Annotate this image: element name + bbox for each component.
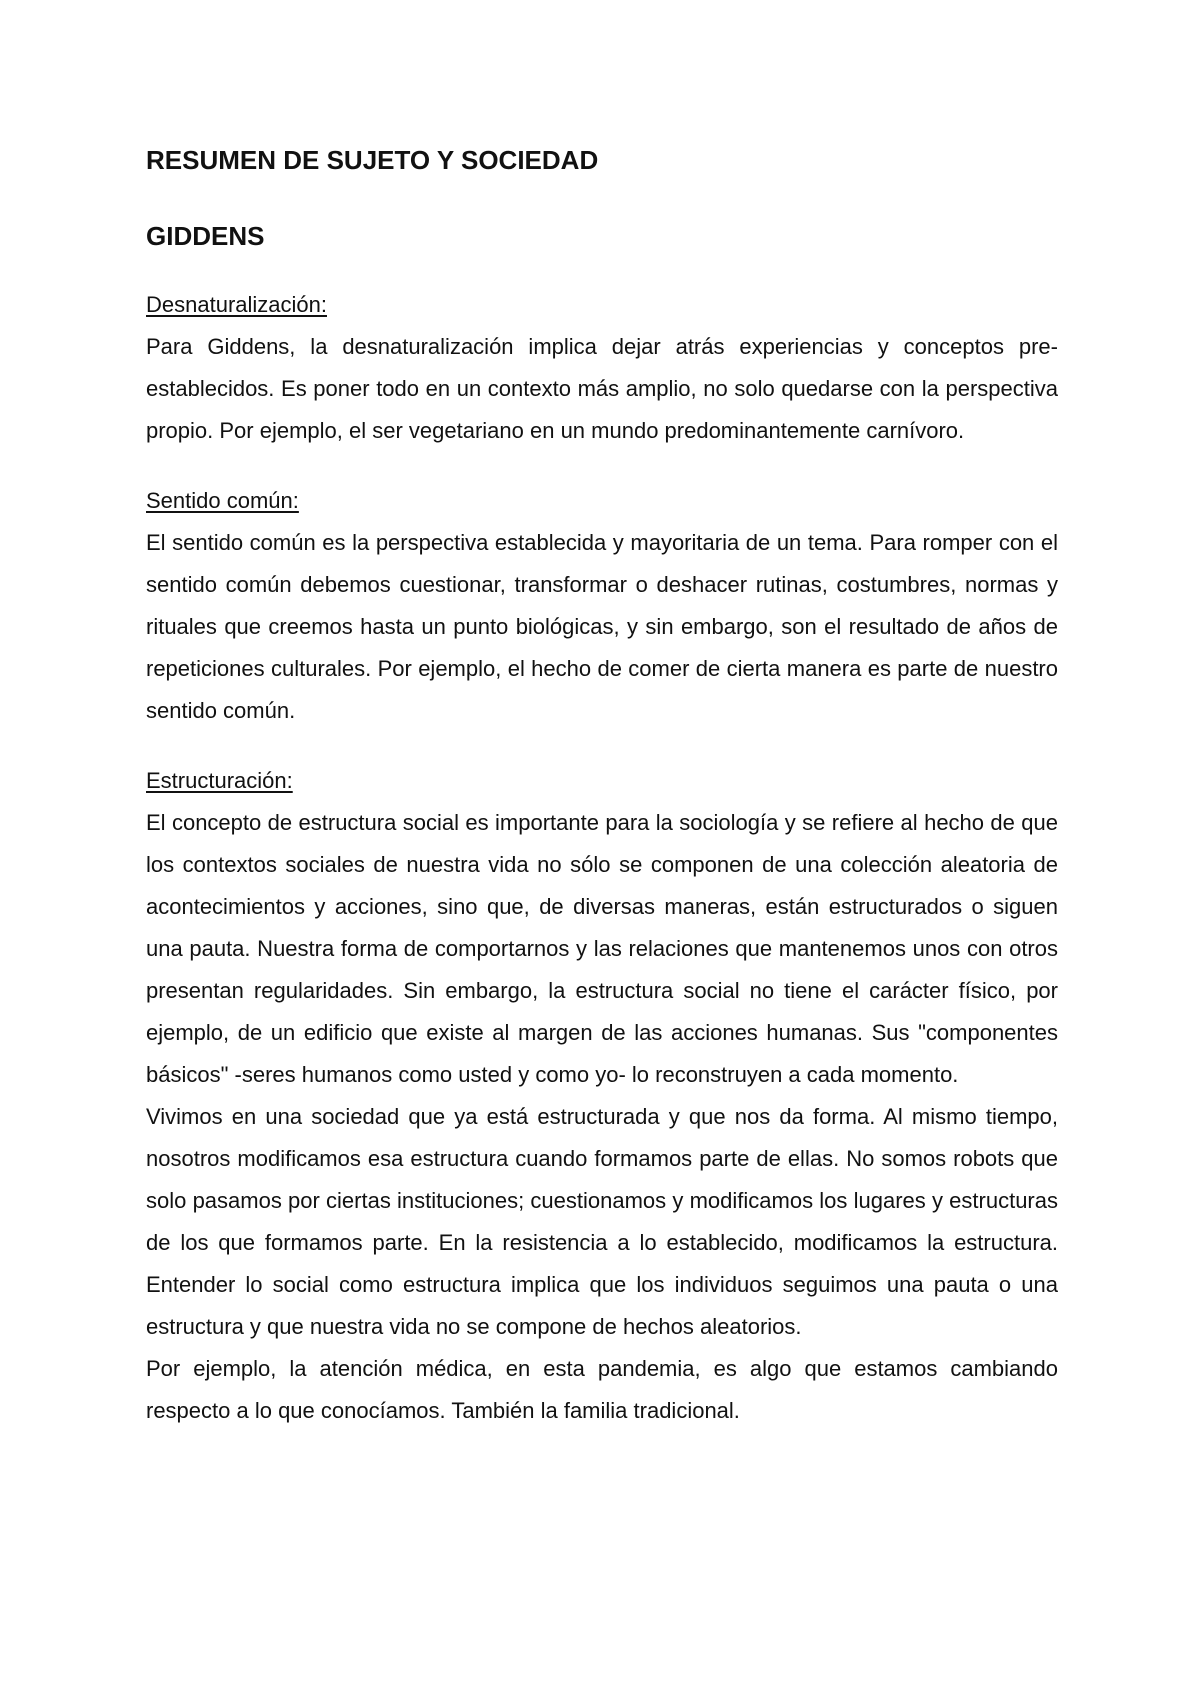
section-desnaturalizacion: [146, 284, 1058, 452]
section-estructuracion: [146, 760, 1058, 1432]
section-heading: Estructuración:: [146, 768, 293, 793]
paragraph: El sentido común es la perspectiva establecida y mayoritaria de un tema. Para romper con el sentido común debemos cuestionar, transformar o deshacer rutinas, costumbres, normas y rituales que creemos hasta un punto biológicas, y sin embargo, son el resultado de años de repeticiones culturales. Por ejemplo, el hecho de comer de cierta manera es parte de nuestro sentido común.: [146, 530, 1058, 723]
document-page: [146, 140, 1058, 1460]
paragraph: Por ejemplo, la atención médica, en esta pandemia, es algo que estamos cambiando respecto a lo que conocíamos. También la familia tradicional.: [146, 1356, 1058, 1423]
author-heading: GIDDENS: [146, 221, 265, 251]
section-heading: Desnaturalización:: [146, 292, 327, 317]
section-sentido-comun: [146, 480, 1058, 732]
section-heading: Sentido común:: [146, 488, 299, 513]
paragraph: El concepto de estructura social es importante para la sociología y se refiere al hecho de que los contextos sociales de nuestra vida no sólo se componen de una colección aleatoria de acontecimientos y acciones, sino que, de diversas maneras, están estructurados o siguen una pauta. Nuestra forma de comportarnos y las relaciones que mantenemos unos con otros presentan regularidades. Sin embargo, la estructura social no tiene el carácter físico, por ejemplo, de un edificio que existe al margen de las acciones humanas. Sus "componentes básicos" -seres humanos como usted y como yo- lo reconstruyen a cada momento.: [146, 810, 1058, 1087]
paragraph: Para Giddens, la desnaturalización implica dejar atrás experiencias y conceptos pre-establecidos. Es poner todo en un contexto más amplio, no solo quedarse con la perspectiva propio. Por ejemplo, el ser vegetariano en un mundo predominantemente carnívoro.: [146, 334, 1058, 443]
paragraph: Vivimos en una sociedad que ya está estructurada y que nos da forma. Al mismo tiempo, nosotros modificamos esa estructura cuando formamos parte de ellas. No somos robots que solo pasamos por ciertas instituciones; cuestionamos y modificamos los lugares y estructuras de los que formamos parte. En la resistencia a lo establecido, modificamos la estructura. Entender lo social como estructura implica que los individuos seguimos una pauta o una estructura y que nuestra vida no se compone de hechos aleatorios.: [146, 1104, 1058, 1339]
document-title: RESUMEN DE SUJETO Y SOCIEDAD: [146, 145, 599, 175]
